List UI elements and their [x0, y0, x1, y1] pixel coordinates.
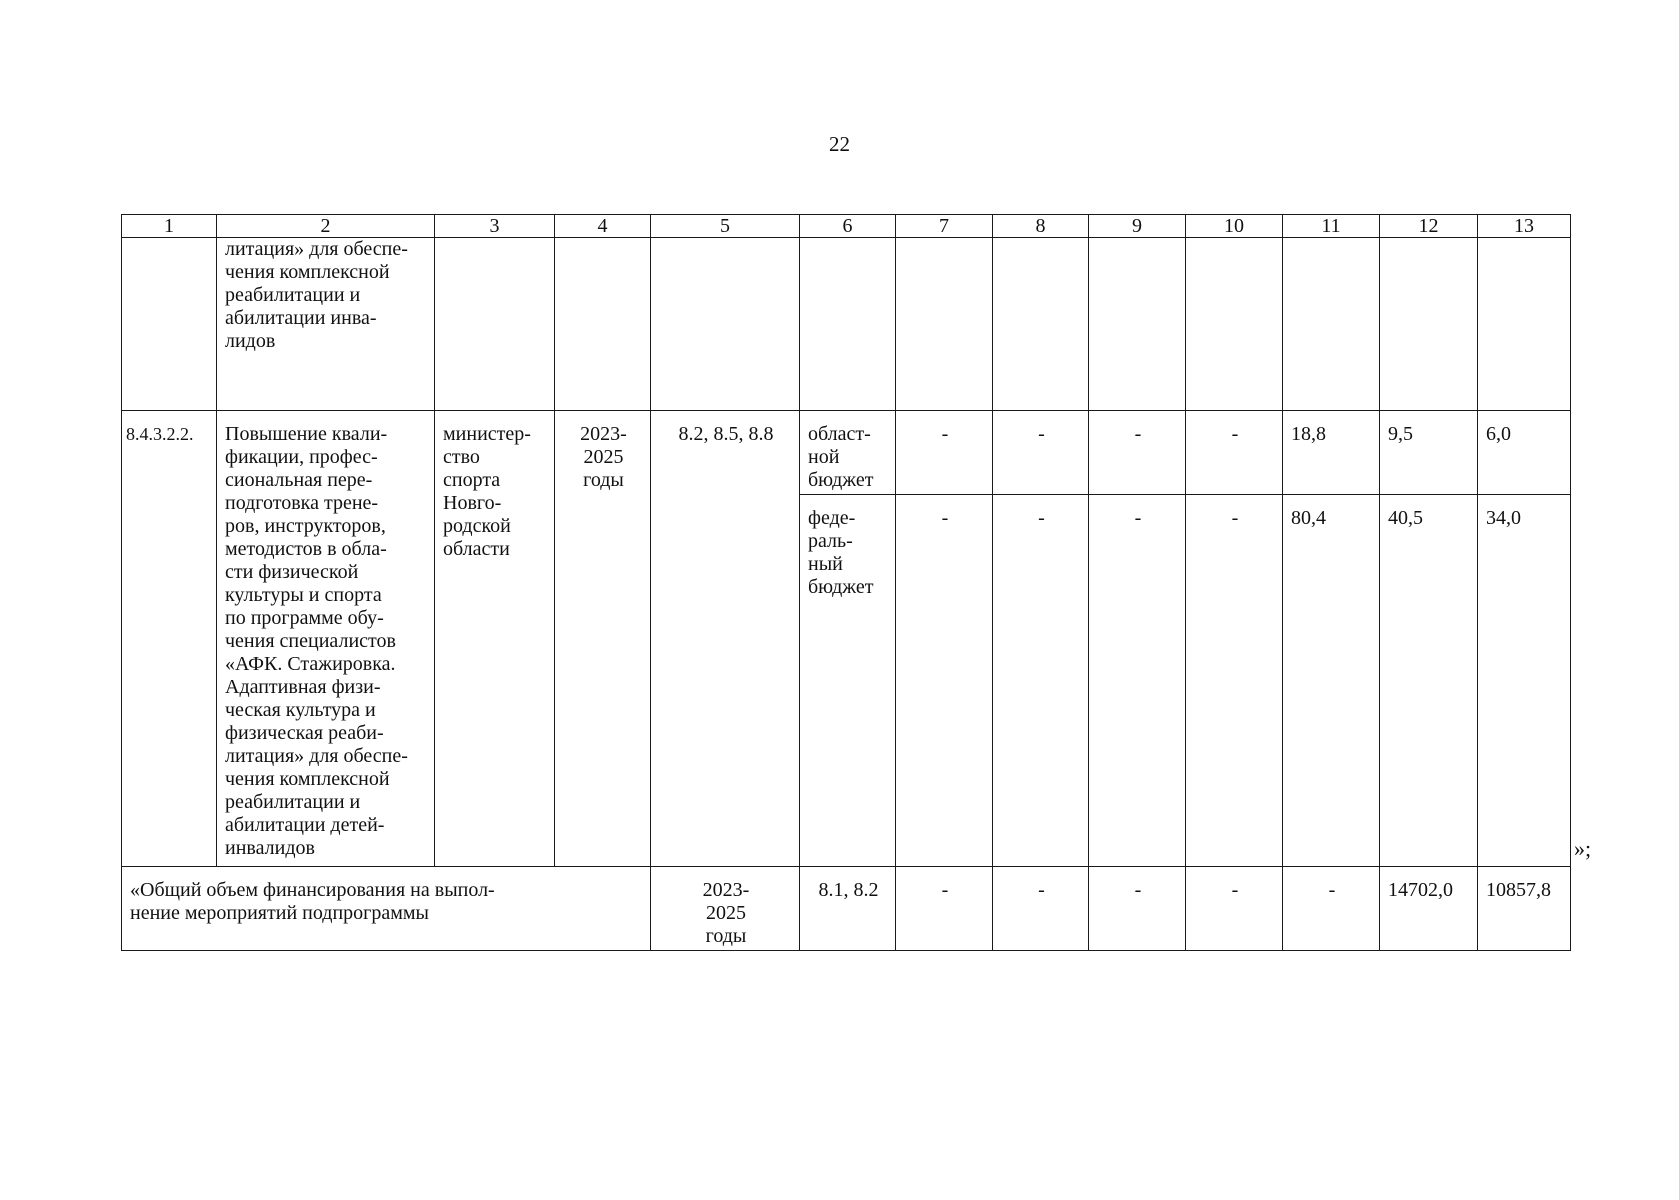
header-cell: 10	[1186, 215, 1283, 238]
table-cell	[896, 238, 993, 411]
value-cell: 14702,0	[1380, 867, 1478, 951]
table-cell	[1380, 238, 1478, 411]
header-cell: 8	[993, 215, 1089, 238]
financing-table	[121, 214, 1571, 951]
header-cell: 3	[435, 215, 555, 238]
table-cell	[1283, 238, 1380, 411]
value-cell: -	[1089, 495, 1186, 867]
header-cell: 2	[217, 215, 435, 238]
value-cell: -	[1089, 411, 1186, 495]
table-cell	[1478, 238, 1571, 411]
value-cell: -	[993, 867, 1089, 951]
table-cell	[122, 238, 217, 411]
activity-executor: министер- ство спорта Новго- родской области	[435, 411, 555, 867]
value-cell: -	[1186, 495, 1283, 867]
table-cell	[435, 238, 555, 411]
value-cell: -	[1089, 867, 1186, 951]
table-cell	[1186, 238, 1283, 411]
header-cell: 12	[1380, 215, 1478, 238]
activity-name: Повышение квали- фикации, профес- сиональная пере- подготовка трене- ров, инструкторов, методистов в обла- сти физической культуры и спорта по программе обу- чения специалистов «АФК. Стажировка. Адаптивная физи- ческая культура и физическая реаби- литация» для обеспе- чения комплексной реабилитации и абилитации детей- инвалидов	[217, 411, 435, 867]
activity-row-regional	[122, 411, 1571, 495]
value-cell: -	[1186, 411, 1283, 495]
header-cell: 9	[1089, 215, 1186, 238]
value-cell: 40,5	[1380, 495, 1478, 867]
value-cell: -	[993, 495, 1089, 867]
header-cell: 5	[651, 215, 800, 238]
value-cell: -	[993, 411, 1089, 495]
funding-source: област- ной бюджет	[800, 411, 896, 495]
activity-period: 2023- 2025 годы	[555, 411, 651, 867]
table-cell	[651, 238, 800, 411]
value-cell: -	[896, 495, 993, 867]
value-cell: 80,4	[1283, 495, 1380, 867]
value-cell: -	[1283, 867, 1380, 951]
header-cell: 13	[1478, 215, 1571, 238]
value-cell: -	[1186, 867, 1283, 951]
value-cell: 6,0	[1478, 411, 1571, 495]
total-indicators: 8.1, 8.2	[800, 867, 896, 951]
table-cell	[1089, 238, 1186, 411]
total-row	[122, 867, 1571, 951]
total-period: 2023- 2025 годы	[651, 867, 800, 951]
funding-source: феде- раль- ный бюджет	[800, 495, 896, 867]
total-label: «Общий объем финансирования на выпол- нение мероприятий подпрограммы	[122, 867, 651, 951]
value-cell: 10857,8	[1478, 867, 1571, 951]
header-cell: 1	[122, 215, 217, 238]
table-cell	[800, 238, 896, 411]
value-cell: 9,5	[1380, 411, 1478, 495]
header-cell: 7	[896, 215, 993, 238]
activity-indicators: 8.2, 8.5, 8.8	[651, 411, 800, 867]
header-cell: 6	[800, 215, 896, 238]
header-cell: 11	[1283, 215, 1380, 238]
value-cell: 34,0	[1478, 495, 1571, 867]
funding-source: -	[896, 867, 993, 951]
closing-quote-mark: »;	[1574, 836, 1592, 861]
continued-activity-text: литация» для обеспе- чения комплексной реабилитации и абилитации инва- лидов	[217, 238, 435, 411]
value-cell: -	[896, 411, 993, 495]
header-row	[122, 215, 1571, 238]
activity-code: 8.4.3.2.2.	[122, 411, 217, 867]
continuation-row	[122, 238, 1571, 411]
page-number: 22	[829, 132, 850, 156]
value-cell: 18,8	[1283, 411, 1380, 495]
table-cell	[993, 238, 1089, 411]
header-cell: 4	[555, 215, 651, 238]
table-cell	[555, 238, 651, 411]
